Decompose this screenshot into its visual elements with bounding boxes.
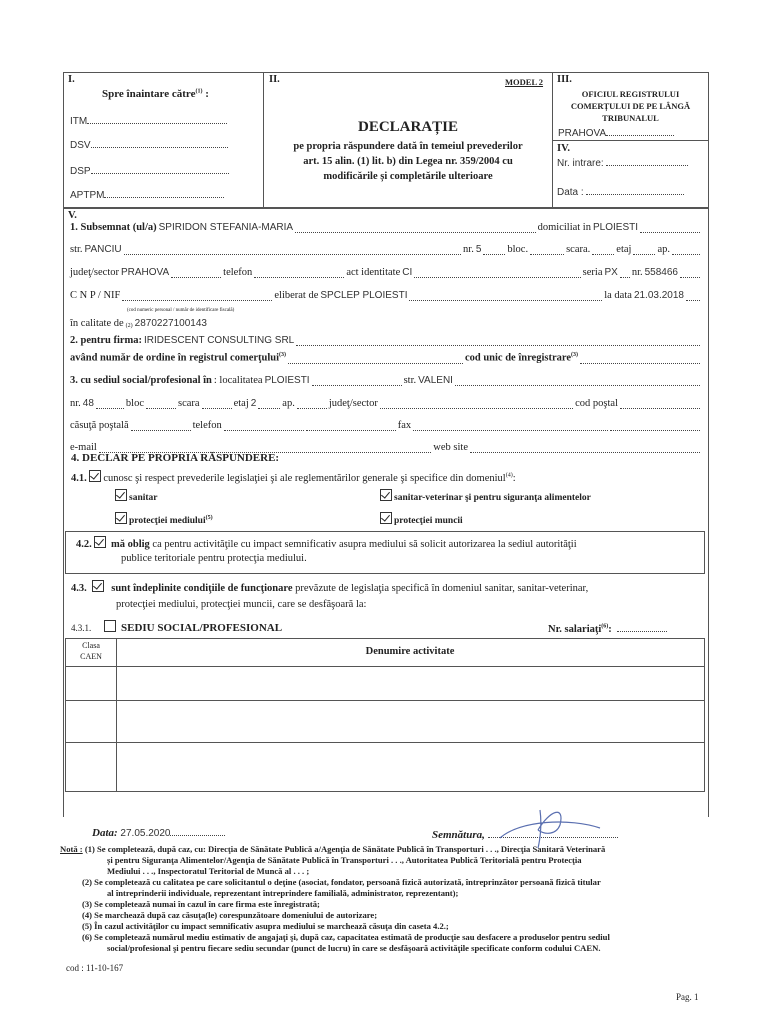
name-field[interactable]: SPIRIDON STEFANIA-MARIA [158, 222, 294, 233]
label: sanitar [129, 493, 158, 503]
entry-number-field[interactable] [557, 156, 688, 169]
note: (1) Se completează, după caz, cu: Direcţia de Sănătate Publică a/Agenţia de Sănătate Publică în Transporturi . . ., Direcţia Sanitară Veterinară [84, 844, 606, 854]
label: scara [178, 398, 200, 409]
label: judeţ/sector [328, 398, 378, 409]
label: Data: [92, 827, 118, 839]
label: la data [604, 290, 632, 301]
notes [60, 844, 610, 954]
subtitle-line: art. 15 alin. (1) lit. b) din Legea nr. 359/2004 cu [303, 156, 513, 167]
label: C N P / NIF [70, 290, 121, 301]
checkbox[interactable] [115, 512, 127, 524]
label: căsuţă poştală [70, 420, 129, 431]
footnote-ref: (2) [125, 323, 133, 329]
label-text: cod unic de înregistrare [464, 352, 571, 364]
model-label: MODEL 2 [505, 77, 544, 87]
table-row[interactable] [66, 667, 702, 699]
row-subsemnat [70, 222, 700, 233]
date-field[interactable] [92, 826, 225, 839]
subtitle-line: pe propria răspundere dată în temeiul prevederilor [293, 141, 523, 152]
footnote-ref: (4) [505, 472, 513, 479]
employees-field[interactable]: Nr. salariaţi$^{(6)}$: [548, 622, 667, 635]
text-line: TRIBUNALUL [602, 113, 659, 123]
county-field[interactable]: PRAHOVA [120, 267, 170, 278]
label: APTPM [70, 190, 105, 201]
domicile-field[interactable]: PLOIESTI [592, 222, 638, 233]
hq-number-field[interactable]: 48 [82, 398, 94, 409]
note: (6) Se completează numărul mediu estimativ de angajaţi şi, după caz, capacitatea estimată de producţie sau desfacere a produselor pentru sediul [82, 932, 610, 942]
option-sanitar-veterinar[interactable] [380, 489, 591, 503]
locality-field[interactable]: PLOIESTI [264, 375, 310, 386]
header-clasa-caen [65, 640, 117, 662]
row-capacity [70, 318, 207, 329]
hq-street-field[interactable]: VALENI [418, 375, 453, 386]
option-sanitar[interactable] [115, 489, 158, 503]
issue-date-field[interactable]: 21.03.2018 [633, 290, 684, 301]
label: etaj [233, 398, 249, 409]
row-county [70, 267, 700, 278]
label: eliberat de [274, 290, 319, 301]
label: nr. [70, 398, 81, 409]
label: CAEN [80, 652, 102, 661]
company-field[interactable]: IRIDESCENT CONSULTING SRL [144, 335, 295, 346]
label: cod poştal [575, 398, 618, 409]
recipient-dsp[interactable] [70, 164, 229, 177]
street-field[interactable]: PANCIU [84, 244, 122, 255]
footnote-ref: (3) [571, 352, 578, 358]
checkbox[interactable] [380, 489, 392, 501]
label: ITM [70, 116, 88, 127]
label: 1. Subsemnat (ul/a) [70, 222, 157, 233]
label [465, 352, 578, 364]
text-line: COMERȚULUI DE PE LÂNGĂ [570, 101, 691, 111]
checkbox[interactable] [380, 512, 392, 524]
label: sunt îndeplinite condiţiile de funcţionare [111, 583, 293, 594]
option-mediu[interactable] [115, 512, 213, 526]
note: (3) Se completează numai în cazul în care firma este înregistrată; [82, 899, 320, 909]
note: social/profesional şi pentru fiecare sediu secundar (punct de lucru) în care se desfăşoară activităţile specificate conform codului CAEN. [107, 943, 601, 953]
label: 4.3.1. [71, 623, 92, 633]
recipient-dsv[interactable] [70, 138, 228, 151]
label: bloc. [507, 244, 529, 255]
label: mă oblig [111, 539, 150, 550]
label: nr. [463, 244, 474, 255]
label: str. [403, 375, 417, 386]
label: str. [70, 244, 83, 255]
value: 27.05.2020 [120, 828, 171, 839]
label: bloc [125, 398, 144, 409]
label: Notă : [60, 844, 83, 854]
footnote-ref: (5) [205, 514, 213, 521]
label: telefon [223, 267, 253, 278]
label: ap. [282, 398, 295, 409]
label: : localitatea [213, 375, 263, 386]
cnp-note: (cod numeric personal / număr de identificare fiscală) [127, 308, 235, 313]
registry-number-field[interactable] [288, 354, 463, 364]
item-4-1: 4.1. cunosc şi respect prevederile legislaţiei şi ale reglementărilor generale şi specifice din domeniul$^{(4)}$: [71, 470, 516, 484]
signature-icon [480, 800, 620, 850]
label: Semnătura, [432, 829, 485, 841]
entry-date-field[interactable] [557, 185, 684, 198]
footnote-ref: (1) [195, 88, 203, 95]
label: DSP [70, 166, 91, 177]
capacity-field[interactable]: 2870227100143 [134, 318, 207, 329]
row-cnp [70, 290, 700, 301]
text-line: OFICIUL REGISTRULUI [581, 89, 680, 99]
note: al întreprinderii individuale, reprezentant întreprindere familială, administrator, reprezentant); [107, 888, 459, 898]
item-4-3-1 [71, 620, 282, 634]
label: 4.3. [71, 583, 87, 594]
label: 3. cu sediul social/profesional în [70, 375, 212, 386]
row-registry [70, 352, 700, 364]
section-3-number: III. [557, 74, 572, 85]
label: sanitar-veterinar şi pentru siguranţa alimentelor [394, 493, 591, 503]
subtitle-line: modificările și completările ulterioare [323, 171, 493, 182]
label: protecţiei mediului [129, 516, 206, 526]
note: (4) Se marchează după caz căsuţa(le) corespunzătoare domeniului de autorizare; [82, 910, 378, 920]
label: nr. [631, 267, 643, 278]
label: 2. pentru firma: [70, 335, 143, 346]
section-5-number: V. [68, 210, 77, 221]
label: etaj [616, 244, 632, 255]
checkbox-4-2[interactable] [94, 536, 106, 548]
label: telefon [192, 420, 222, 431]
id-series-field[interactable]: PX [604, 267, 618, 278]
table-row[interactable] [66, 743, 702, 789]
label-text: având număr de ordine în registrul comerţului [70, 352, 280, 364]
label: SEDIU SOCIAL/PROFESIONAL [121, 622, 283, 634]
header-denumire: Denumire activitate [365, 646, 455, 657]
label: cunosc şi respect prevederile legislaţiei şi ale reglementărilor generale şi specifice din domeniul [103, 473, 506, 484]
label: Nr. intrare: [557, 158, 604, 169]
recipient-aptpm[interactable] [70, 188, 224, 201]
label: fax [397, 420, 412, 431]
label: protecţiei muncii [394, 516, 463, 526]
item-4-2 [76, 536, 577, 566]
note: (2) Se completează cu calitatea pe care solicitantul o deţine (asociat, fondator, persoană fizică autorizată, întreprinzător persoană fizică titular [82, 877, 601, 887]
registry-office [553, 88, 708, 124]
value: PRAHOVA [558, 128, 607, 139]
hq-floor-field[interactable]: 2 [250, 398, 257, 409]
label: web site [433, 442, 468, 453]
note: (5) În cazul activităţilor cu impact semnificativ asupra mediului se marchează căsuţa din caseta 4.2.; [82, 921, 449, 931]
row-street [70, 244, 700, 255]
declaration-title: 4. DECLAR PE PROPRIA RĂSPUNDERE: [71, 452, 280, 464]
tribunal-field[interactable] [558, 126, 674, 139]
document-subtitle [263, 139, 553, 184]
item-4-3 [71, 580, 588, 613]
label: Clasa [82, 641, 100, 650]
id-number-field[interactable]: 558466 [644, 267, 678, 278]
label: ca pentru activităţile cu impact semnificativ asupra mediului să solicit autorizarea la sediul autorităţii [149, 539, 577, 550]
checkbox[interactable] [115, 489, 127, 501]
label: e-mail [70, 442, 97, 453]
recipient-itm[interactable] [70, 114, 227, 127]
colon: : [202, 88, 209, 100]
document-title: DECLARAȚIE [357, 119, 459, 135]
footnote-ref: (3) [279, 352, 287, 358]
page-number: Pag. 1 [676, 992, 699, 1002]
label [70, 352, 286, 364]
section-1-number: I. [68, 74, 75, 85]
divider [552, 140, 708, 141]
note: și pentru Siguranţa Alimentelor/Agenţia de Sănătate Publică în Transporturi . . ., Autoritatea Publică Teritorială pentru Protecţia [107, 855, 582, 865]
label: publice teritoriale pentru protecţia mediului. [121, 553, 307, 564]
row-hq-address [70, 398, 700, 409]
label: Spre înaintare către [102, 88, 196, 100]
option-muncii[interactable] [380, 512, 463, 526]
id-type-field[interactable]: CI [402, 267, 413, 278]
label: act identitate [346, 267, 401, 278]
label: seria [582, 267, 603, 278]
label: DSV [70, 140, 91, 151]
section-1-title [102, 88, 209, 100]
cui-field[interactable] [580, 354, 700, 364]
section-2-number: II. [269, 74, 280, 85]
label: domiciliat in [537, 222, 591, 233]
row-contact [70, 420, 700, 431]
issued-by-field[interactable]: SPCLEP PLOIESTI [320, 290, 408, 301]
label: Nr. salariaţi [548, 624, 602, 635]
label: 4.1. [71, 473, 87, 484]
row-company [70, 335, 700, 346]
form-code: cod : 11-10-167 [66, 963, 124, 973]
label: judeţ/sector [70, 267, 119, 278]
label: 4.2. [76, 539, 92, 550]
note: Mediului . . ., Inspectoratul Teritorial de Muncă al . . . ; [107, 866, 310, 876]
label: ap. [657, 244, 670, 255]
number-field[interactable]: 5 [475, 244, 482, 255]
label: în calitate de [70, 318, 124, 329]
row-headquarters [70, 375, 700, 386]
label: prevăzute de legislaţia specifică în domeniul sanitar, sanitar-veterinar, [292, 583, 589, 594]
checkbox-4-3[interactable] [92, 580, 104, 592]
label: protecţiei mediului, protecţiei muncii, care se desfăşoară la: [116, 599, 367, 610]
table-row[interactable] [66, 701, 702, 741]
checkbox-4-1[interactable] [89, 470, 101, 482]
section-4-number: IV. [557, 143, 570, 154]
checkbox-sediu[interactable] [104, 620, 116, 632]
label: Data : [557, 187, 584, 198]
label: scara. [566, 244, 591, 255]
footnote-ref: (6) [601, 623, 609, 630]
